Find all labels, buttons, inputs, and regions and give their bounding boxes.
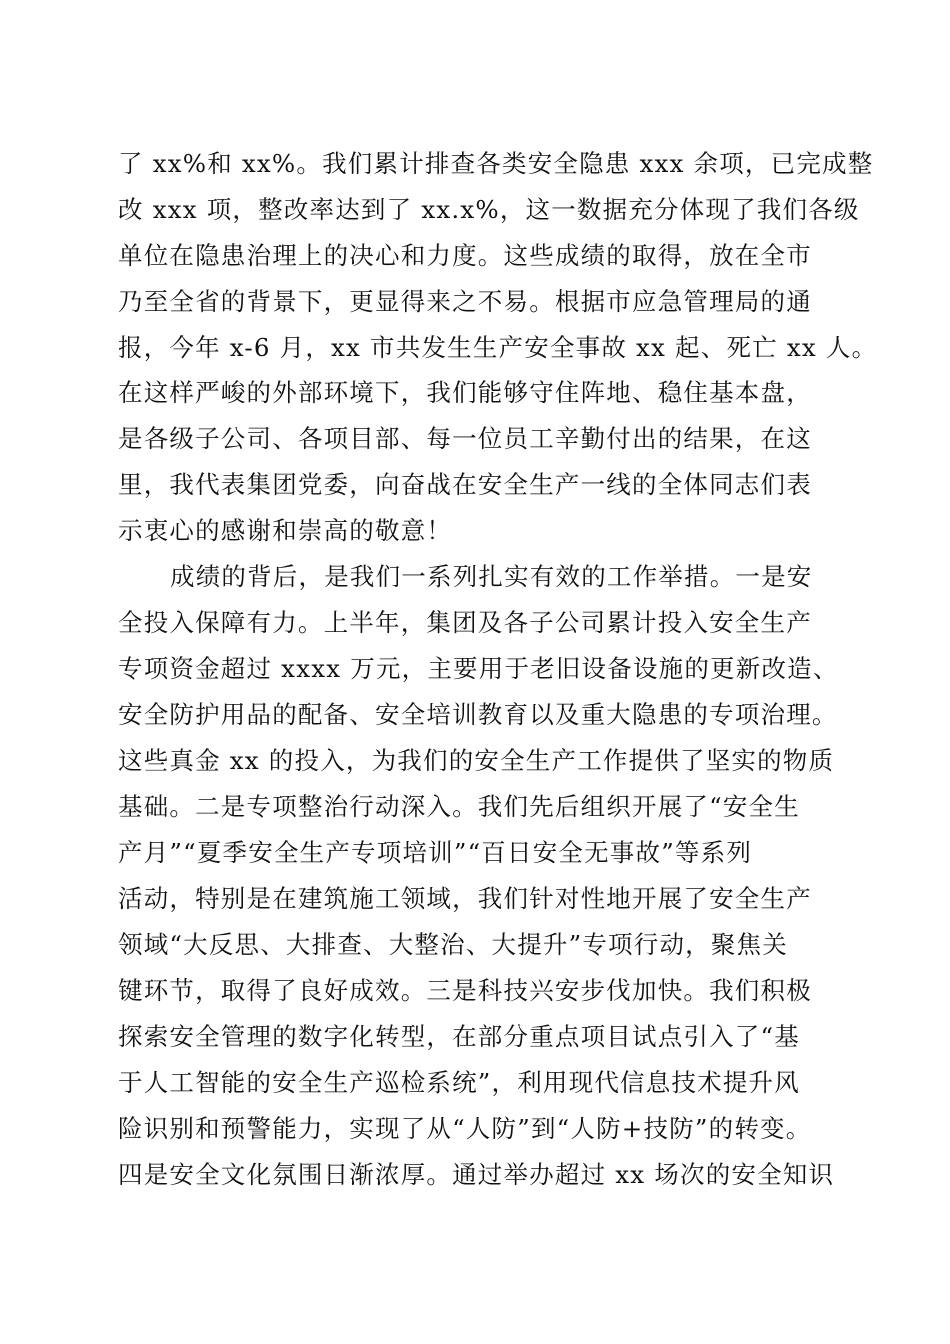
text-line: 探索安全管理的数字化转型，在部分重点项目试点引入了“基 (118, 1022, 800, 1051)
text-line: 安全防护用品的配备、安全培训教育以及重大隐患的专项治理。 (118, 700, 838, 729)
text-line: 基础。二是专项整治行动深入。我们先后组织开展了“安全生 (118, 792, 800, 821)
text-line: 专项资金超过 xxxx 万元，主要用于老旧设备设施的更新改造、 (118, 654, 839, 683)
text-line: 这些真金 xx 的投入，为我们的安全生产工作提供了坚实的物质 (118, 746, 835, 775)
text-line: 示衷心的感谢和崇高的敬意！ (118, 516, 453, 545)
text-line: 领域“大反思、大排查、大整治、大提升”专项行动，聚焦关 (118, 930, 788, 959)
text-line: 于人工智能的安全生产巡检系统”，利用现代信息技术提升风 (118, 1068, 800, 1097)
text-line: 在这样严峻的外部环境下，我们能够守住阵地、稳住基本盘， (118, 378, 812, 407)
text-line: 产月”“夏季安全生产专项培训”“百日安全无事故”等系列 (118, 838, 753, 867)
text-line: 成绩的背后，是我们一系列扎实有效的工作举措。一是安 (170, 562, 813, 591)
text-line: 里，我代表集团党委，向奋战在安全生产一线的全体同志们表 (118, 470, 812, 499)
text-line: 险识别和预警能力，实现了从“人防”到“人防+技防”的转变。 (118, 1114, 812, 1143)
text-line: 了 xx%和 xx%。我们累计排查各类安全隐患 xxx 余项，已完成整 (118, 149, 874, 178)
text-line: 是各级子公司、各项目部、每一位员工辛勤付出的结果，在这 (118, 424, 812, 453)
text-line: 乃至全省的背景下，更显得来之不易。根据市应急管理局的通 (118, 287, 812, 316)
text-line: 单位在隐患治理上的决心和力度。这些成绩的取得，放在全市 (118, 241, 812, 270)
text-line: 改 xxx 项，整改率达到了 xx.x%，这一数据充分体现了我们各级 (118, 195, 860, 224)
text-line: 报，今年 x-6 月，xx 市共发生生产安全事故 xx 起、死亡 xx 人。 (118, 333, 878, 362)
text-line: 四是安全文化氛围日渐浓厚。通过举办超过 xx 场次的安全知识 (118, 1160, 835, 1189)
text-line: 活动，特别是在建筑施工领域，我们针对性地开展了安全生产 (118, 884, 812, 913)
text-line: 键环节，取得了良好成效。三是科技兴安步伐加快。我们积极 (118, 976, 812, 1005)
text-line: 全投入保障有力。上半年，集团及各子公司累计投入安全生产 (118, 608, 812, 637)
